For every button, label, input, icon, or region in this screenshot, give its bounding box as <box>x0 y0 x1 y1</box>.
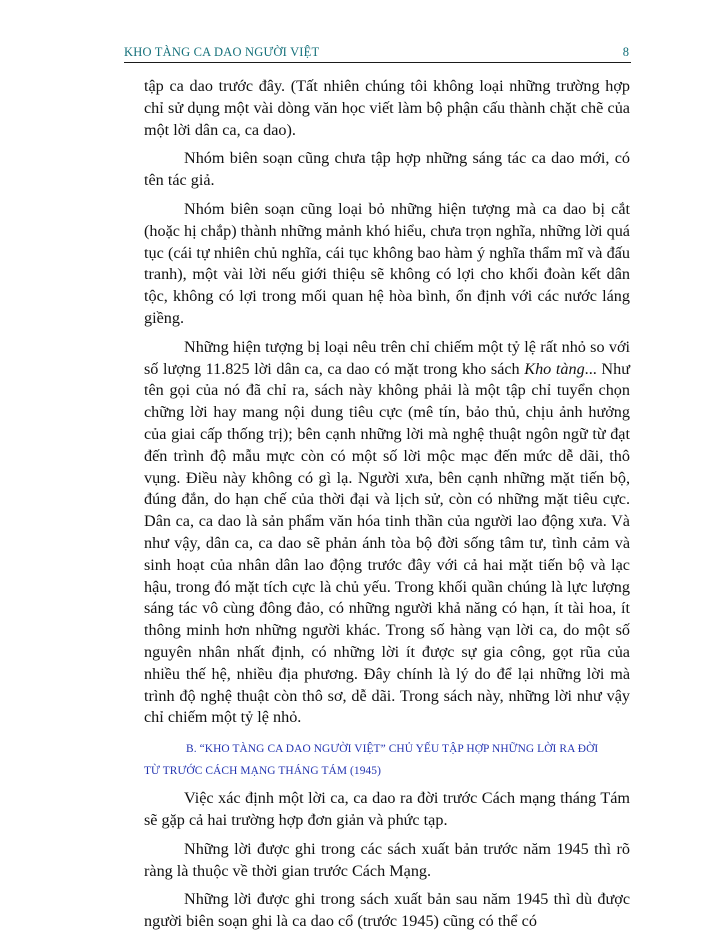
section-heading <box>144 738 630 782</box>
header-title: KHO TÀNG CA DAO NGƯỜI VIỆT <box>124 45 320 59</box>
running-header <box>124 44 631 63</box>
page-body <box>144 76 630 940</box>
paragraph: Việc xác định một lời ca, ca dao ra đời trước Cách mạng tháng Tám sẽ gặp cả hai trường hợp đơn giản và phức tạp. <box>144 789 630 829</box>
section-heading-line: TỪ TRƯỚC CÁCH MẠNG THÁNG TÁM (1945) <box>144 765 381 778</box>
paragraph-continued: tập ca dao trước đây. (Tất nhiên chúng tôi không loại những trường hợp chỉ sử dụng một vài dòng văn học viết làm bộ phận cấu thành chặt chẽ của một lời dân ca, ca dao). <box>144 77 630 139</box>
paragraph-text: Những hiện tượng bị loại nêu trên chỉ chiếm một tỷ lệ rất nhỏ so với số lượng 11.825 lời dân ca, ca dao có mặt trong kho sách <box>144 337 630 378</box>
book-title-italic: Kho tàng <box>524 359 585 378</box>
paragraph-text: ... Như tên gọi của nó đã chỉ ra, sách này không phải là một tập chỉ tuyển chọn chững lời hay mang nội dung tiêu cực (mê tín, bảo thủ, chịu ảnh hưởng của giai cấp thống trị); bên cạnh những lời mà nghệ thuật ngôn ngữ từ đạt đến trình độ mẫu mực còn có một số lời mộc mạc đến mức dễ dãi, thô vụng. Điều này không có gì lạ. Người xưa, bên cạnh những mặt tiến bộ, đúng đắn, do hạn chế của thời đại và lịch sử, còn có những mặt tiêu cực. Dân ca, ca dao là sản phẩm văn hóa tinh thần của người lao động xưa. Và như vậy, dân ca, ca dao sẽ phản ánh tòa bộ đời sống tâm tư, tình cảm và sinh hoạt của nhân dân lao động trước đây với cả hai mặt tiến bộ và lạc hậu, trong đó mặt tích cực là chủ yếu. Trong khối quần chúng là lực lượng sáng tác vô cùng đông đảo, có những người khả năng có hạn, ít tài hoa, ít thông minh hơn những người khác. Trong số hàng vạn lời ca, do một số nguyên nhân nhất định, có những lời ít được sự gia công, gọt rũa của nhiều thế hệ, nhiều địa phương. Đây chính là lý do để lại những lời mà trình độ nghệ thuật còn thô sơ, dễ dãi. Trong sách này, những lời như vậy chỉ chiếm một tỷ lệ nhỏ. <box>144 359 630 727</box>
paragraph <box>144 337 630 729</box>
page-number: 8 <box>622 45 629 59</box>
paragraph: Những lời được ghi trong sách xuất bản sau năm 1945 thì dù được người biên soạn ghi là ca dao cổ (trước 1945) cũng có thể có <box>144 890 630 931</box>
paragraph: Nhóm biên soạn cũng loại bỏ những hiện tượng mà ca dao bị cắt (hoặc hị chắp) thành những mảnh khó hiểu, chưa trọn nghĩa, những lời quá tục (cái tự nhiên chủ nghĩa, cái tục không bao hàm ý nghĩa thẩm mĩ và đấu tranh), một vài lời nếu giới thiệu sẽ không có lợi cho khối đoàn kết dân tộc, không có lợi trong mối quan hệ hòa bình, ổn định với các nước láng giềng. <box>144 199 630 327</box>
paragraph: Nhóm biên soạn cũng chưa tập hợp những sáng tác ca dao mới, có tên tác giả. <box>144 149 630 190</box>
paragraph: Những lời được ghi trong các sách xuất bản trước năm 1945 thì rõ ràng là thuộc về thời gian trước Cách Mạng. <box>144 839 630 880</box>
section-heading-line: B. “KHO TÀNG CA DAO NGƯỜI VIỆT” CHỦ YẾU TẬP HỢP NHỮNG LỜI RA ĐỜI <box>186 743 599 756</box>
